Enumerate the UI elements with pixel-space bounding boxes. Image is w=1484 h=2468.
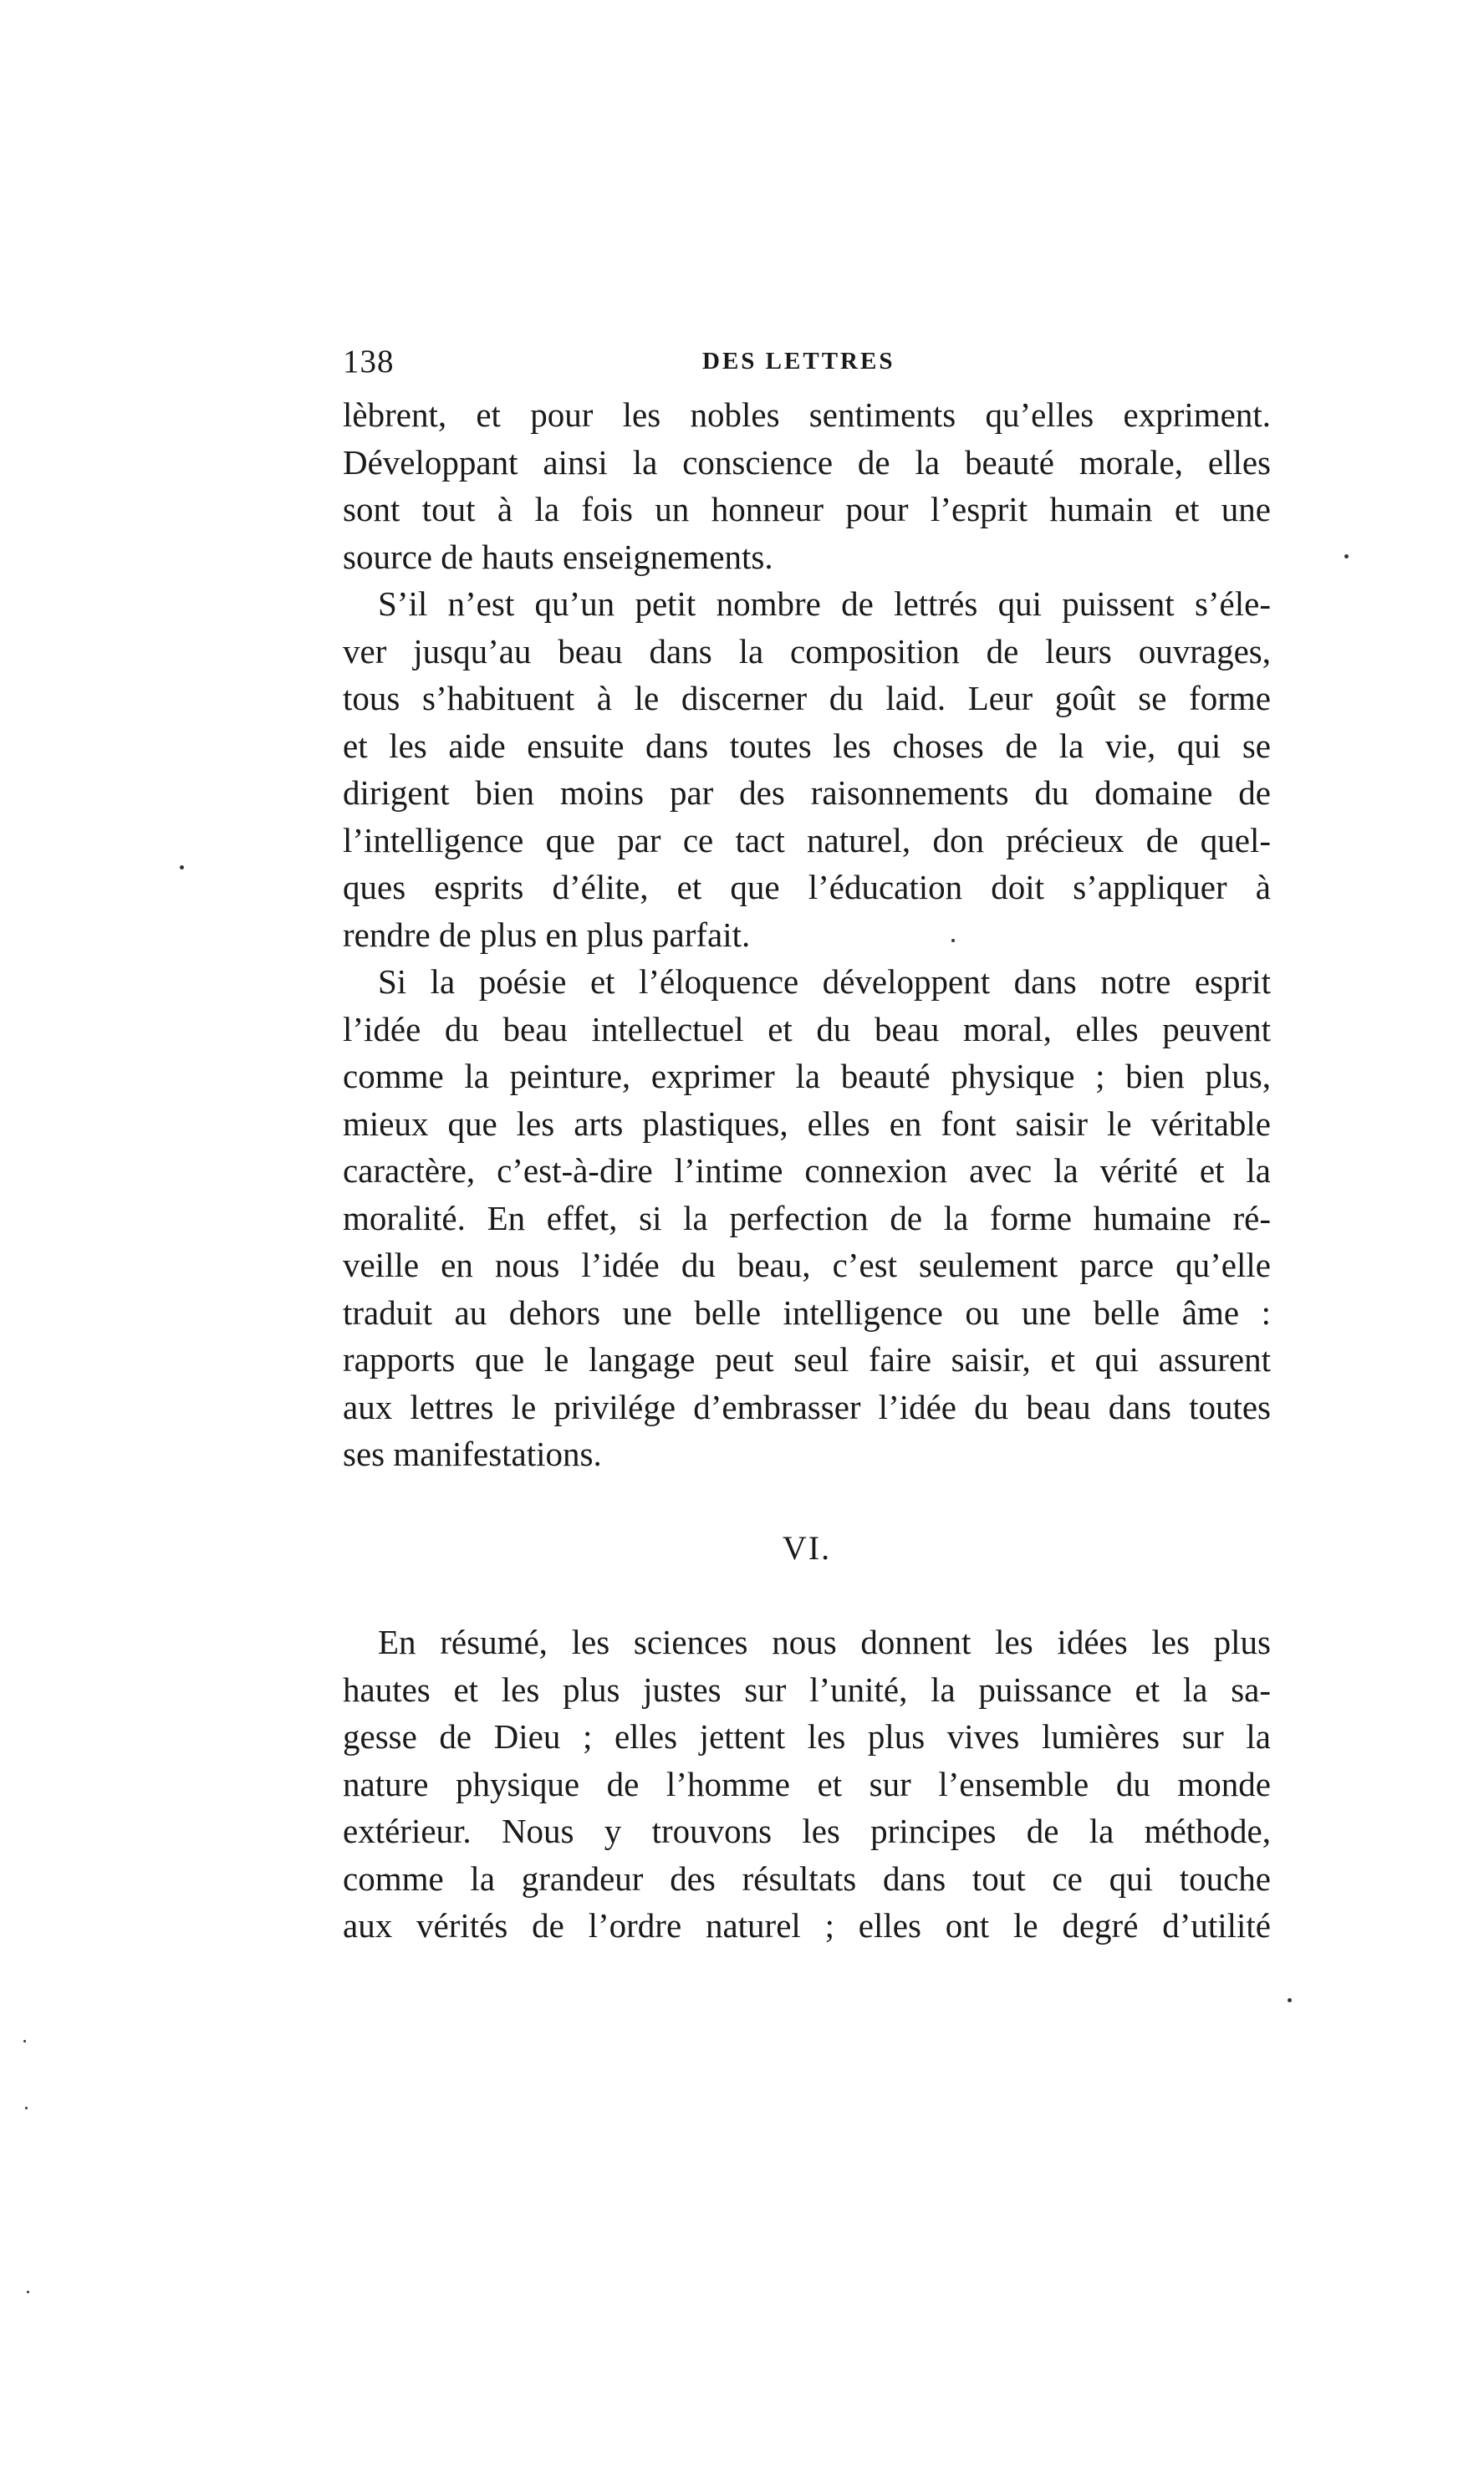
- text-line: gesse de Dieu ; elles jettent les plus vives lumières sur la: [343, 1717, 1271, 1756]
- text-line: Développant ainsi la conscience de la beauté morale, elles: [343, 442, 1271, 482]
- text-line: sont tout à la fois un honneur pour l’esprit humain et une: [343, 490, 1271, 528]
- text-line: rapports que le langage peut seul faire saisir, et qui assurent: [343, 1340, 1271, 1379]
- text-line: l’intelligence que par ce tact naturel, don précieux de quel-: [343, 820, 1271, 859]
- text-line: extérieur. Nous y trouvons les principes de la méthode,: [343, 1812, 1271, 1850]
- text-line: veille en nous l’idée du beau, c’est seulement parce qu’elle: [343, 1246, 1271, 1284]
- running-head: [343, 343, 1271, 385]
- text-line: et les aide ensuite dans toutes les choses de la vie, qui se: [343, 726, 1271, 765]
- paragraph-2: [343, 580, 1271, 958]
- text-line: nature physique de l’homme et sur l’ensemble du monde: [343, 1764, 1271, 1803]
- text-line: comme la peinture, exprimer la beauté physique ; bien plus,: [343, 1057, 1271, 1095]
- scan-speck: [180, 865, 184, 869]
- page-number: 138: [343, 344, 395, 380]
- text-line: ses manifestations.: [343, 1435, 602, 1473]
- text-line: mieux que les arts plastiques, elles en font saisir le véritable: [343, 1104, 1271, 1143]
- text-line: lèbrent, et pour les nobles sentiments qu’elles expriment.: [343, 395, 1271, 434]
- running-title: DES LETTRES: [702, 348, 895, 375]
- scan-speck: [27, 2291, 29, 2293]
- text-line: comme la grandeur des résultats dans tout ce qui touche: [343, 1859, 1271, 1898]
- text-line: l’idée du beau intellectuel et du beau moral, elles peuvent: [343, 1009, 1271, 1048]
- text-line: hautes et les plus justes sur l’unité, la puissance et la sa-: [343, 1670, 1271, 1709]
- text-line: caractère, c’est-à-dire l’intime connexion avec la vérité et la: [343, 1151, 1271, 1190]
- scan-speck: [1288, 1998, 1292, 2002]
- text-line: aux vérités de l’ordre naturel ; elles ont le degré d’utilité: [343, 1906, 1271, 1945]
- text-line: moralité. En effet, si la perfection de la forme humaine ré-: [343, 1198, 1271, 1237]
- text-line: tous s’habituent à le discerner du laid. Leur goût se forme: [343, 679, 1271, 717]
- text-line: S’il n’est qu’un petit nombre de lettrés qui puissent s’éle-: [378, 584, 1271, 623]
- scan-speck: [951, 939, 955, 942]
- text-line: ver jusqu’au beau dans la composition de leurs ouvrages,: [343, 631, 1271, 671]
- paragraph-4: [343, 1619, 1271, 1950]
- paragraph-3: [343, 958, 1271, 1478]
- body-text: [343, 391, 1271, 1950]
- text-line: En résumé, les sciences nous donnent les idées les plus: [378, 1623, 1271, 1661]
- scan-speck: [1344, 554, 1349, 558]
- section-heading: VI.: [782, 1528, 832, 1567]
- text-line: rendre de plus en plus parfait.: [343, 915, 751, 954]
- paragraph-1: [343, 391, 1271, 580]
- text-line: Si la poésie et l’éloquence développent dans notre esprit: [378, 962, 1271, 1001]
- text-line: ques esprits d’élite, et que l’éducation doit s’appliquer à: [343, 868, 1271, 906]
- scan-speck: [23, 2040, 26, 2042]
- text-line: aux lettres le privilége d’embrasser l’idée du beau dans toutes: [343, 1387, 1271, 1426]
- text-line: source de hauts enseignements.: [343, 537, 773, 576]
- scan-speck: [25, 2107, 28, 2109]
- text-line: traduit au dehors une belle intelligence ou une belle âme :: [343, 1293, 1271, 1332]
- text-line: dirigent bien moins par des raisonnements du domaine de: [343, 773, 1271, 812]
